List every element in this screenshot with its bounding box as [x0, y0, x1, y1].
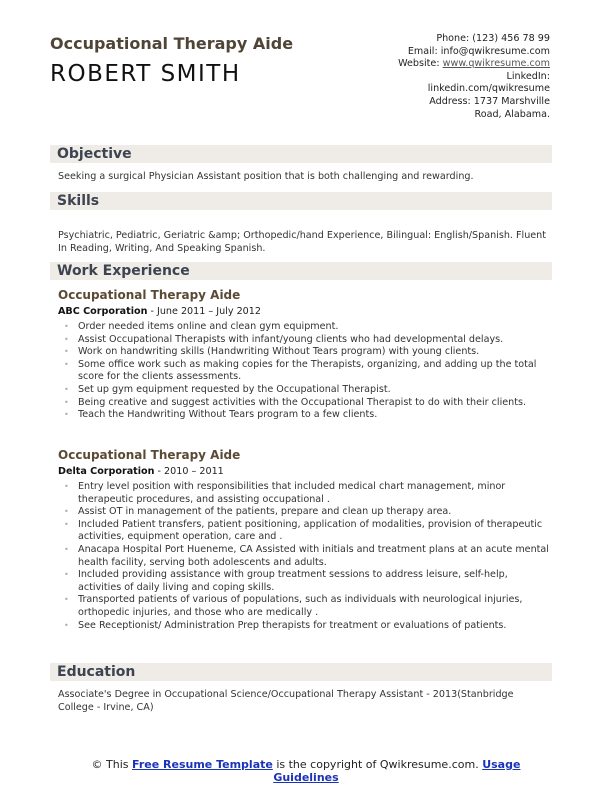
footer-prefix: © This: [91, 758, 133, 771]
list-item: • Included Patient transfers, patient positioning, application of modalities, provision of therapeutic activities, equipment operation, care and .: [64, 519, 554, 544]
job-2-bullets: [64, 481, 554, 632]
list-item: • Assist OT in management of the patients, prepare and clean up therapy area.: [64, 506, 554, 519]
address: Address: 1737 Marshville Road, Alabama.: [429, 95, 550, 120]
list-item: • Some office work such as making copies for the Therapists, organizing, and adding up the total score for the clients assessments.: [64, 359, 554, 384]
list-item: • Order needed items online and clean gym equipment.: [64, 321, 554, 334]
list-item: • Work on handwriting skills (Handwriting Without Tears program) with young clients.: [64, 346, 554, 359]
job-2-title: Occupational Therapy Aide: [58, 448, 241, 462]
list-item: • Transported patients of various of populations, such as individuals with neurological injuries, orthopedic injuries, and those who are medically .: [64, 594, 554, 619]
objective-text: Seeking a surgical Physician Assistant position that is both challenging and rewarding.: [58, 171, 474, 182]
list-item: • Being creative and suggest activities with the Occupational Therapist to do with their clients.: [64, 397, 554, 410]
list-item: • Teach the Handwriting Without Tears program to a few clients.: [64, 409, 554, 422]
list-item: • Included providing assistance with group treatment sessions to address leisure, self-help, activities of daily living and coping skills.: [64, 569, 554, 594]
education-text: Associate's Degree in Occupational Science/Occupational Therapy Assistant - 2013(Stanbridge College - Irvine, CA): [58, 689, 514, 713]
phone: Phone: (123) 456 78 99: [436, 33, 550, 44]
copyright-footer: [60, 758, 552, 784]
job-2-dates: - 2010 – 2011: [154, 466, 224, 477]
education-heading: Education: [50, 663, 552, 681]
list-item: • Assist Occupational Therapists with infant/young clients who had developmental delays.: [64, 334, 554, 347]
linkedin-label: LinkedIn:: [506, 70, 550, 82]
list-item: • Anacapa Hospital Port Hueneme, CA Assisted with initials and treatment plans at an acute mental health facility, serving both adolescents and adults.: [64, 544, 554, 569]
free-resume-template-link[interactable]: Free Resume Template: [132, 758, 273, 771]
job-title: Occupational Therapy Aide: [50, 34, 294, 53]
usage-guidelines-link[interactable]: Usage Guidelines: [273, 758, 521, 784]
website-label: Website:: [398, 58, 443, 70]
skills-text: Psychiatric, Pediatric, Geriatric &amp; Orthopedic/hand Experience, Bilingual: English/Spanish. Fluent In Reading, Writing, And Speaking Spanish.: [58, 230, 547, 254]
skills-heading: Skills: [50, 192, 552, 210]
job-1-bullets: [64, 321, 554, 422]
linkedin: linkedin.com/qwikresume: [427, 83, 550, 95]
job-1-dates: - June 2011 – July 2012: [147, 306, 261, 317]
list-item: • Set up gym equipment requested by the Occupational Therapist.: [64, 384, 554, 397]
candidate-name: ROBERT SMITH: [50, 61, 241, 87]
job-1-company-line: [58, 306, 261, 317]
list-item: • See Receptionist/ Administration Prep therapists for treatment or evaluations of patients.: [64, 620, 554, 633]
website: [350, 58, 550, 71]
job-2-company: Delta Corporation: [58, 466, 155, 477]
email: Email: info@qwikresume.com: [407, 45, 550, 57]
objective-heading: Objective: [50, 145, 552, 163]
work-heading: Work Experience: [50, 262, 552, 280]
footer-middle: is the copyright of Qwikresume.com.: [272, 758, 483, 771]
job-1-company: ABC Corporation: [58, 306, 148, 317]
website-link[interactable]: www.qwikresume.com: [442, 58, 550, 70]
job-1-title: Occupational Therapy Aide: [58, 288, 241, 302]
contact-info: [350, 33, 550, 121]
list-item: • Entry level position with responsibilities that included medical chart management, minor therapeutic procedures, and assisting occupational .: [64, 481, 554, 506]
job-2-company-line: [58, 466, 224, 477]
